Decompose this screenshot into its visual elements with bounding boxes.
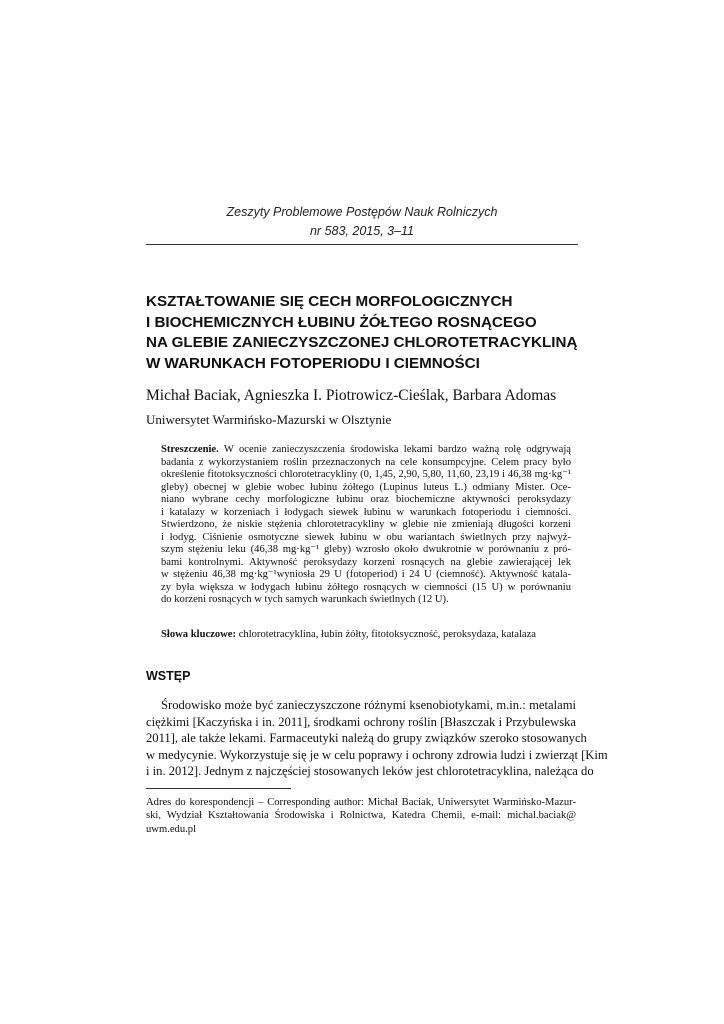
keywords-text: chlorotetracyklina, łubin żółty, fitotoksyczność, peroksydaza, katalaza (236, 629, 536, 640)
body-line: ciężkimi [Kaczyńska i in. 2011], środkami ochrony roślin [Błaszczak i Przybulewska (146, 714, 576, 729)
abstract-line: bami kontrolnymi. Aktywność peroksydazy korzeni rosnących na glebie zawierającej lek (161, 556, 571, 568)
title-line: KSZTAŁTOWANIE SIĘ CECH MORFOLOGICZNYCH (146, 293, 513, 310)
abstract-line: Stwierdzono, że niskie stężenia chlorotetracykliny w glebie nie zmieniają długości korzeni (161, 519, 571, 530)
title-line: W WARUNKACH FOTOPERIODU I CIEMNOŚCI (146, 354, 480, 372)
body-text (146, 697, 608, 780)
abstract-line: niano wybrane cechy morfologiczne łubinu oraz biochemiczne aktywności peroksydazy (161, 494, 571, 505)
authors: Michał Baciak, Agnieszka I. Piotrowicz-Cieślak, Barbara Adomas (146, 387, 557, 404)
abstract-line: i katalazy w korzeniach i łodygach siewek łubinu w warunkach fotoperiodu i ciemności. (161, 506, 571, 518)
journal-name: Zeszyty Problemowe Postępów Nauk Rolniczych (226, 205, 498, 219)
footnote-divider (146, 788, 291, 789)
header-divider (146, 244, 578, 245)
body-line: Środowisko może być zanieczyszczone różnymi ksenobiotykami, m.in.: metalami (161, 698, 576, 712)
article-title (146, 292, 586, 374)
footnote-line: uwm.edu.pl (146, 823, 197, 835)
journal-issue: nr 583, 2015, 3–11 (309, 224, 415, 238)
abstract-text: W ocenie zanieczyszczenia środowiska lekami bardzo ważną rolę odgrywają (218, 444, 571, 455)
title-line: NA GLEBIE ZANIECZYSZCZONEJ CHLOROTETRACYKLINĄ (146, 334, 578, 351)
title-line: I BIOCHEMICZNYCH ŁUBINU ŻÓŁTEGO ROSNĄCEGO (146, 313, 537, 331)
keywords (161, 629, 571, 642)
abstract-line: i łodyg. Ciśnienie osmotyczne siewek łubinu w obu wariantach świetlnych przy najwyż- (161, 531, 571, 543)
abstract-line: zy była większa w łodygach łubinu żółtego rosnących w ciemności (15 U) w porównaniu (161, 581, 571, 593)
abstract-line: gleby) obecnej w glebie wobec łubinu żółtego (Lupinus luteus L.) odmiany Mister. Oce- (161, 481, 571, 493)
abstract (161, 444, 571, 607)
abstract-line: do korzeni rosnących w tych samych warunkach świetlnych (12 U). (161, 594, 449, 605)
affiliation: Uniwersytet Warmińsko-Mazurski w Olsztynie (146, 412, 392, 427)
body-line: 2011], ale także lekami. Farmaceutyki należą do grupy związków szeroko stosowanych (146, 731, 587, 746)
abstract-line: w stężeniu 46,38 mg·kg⁻¹wyniosła 29 U (fotoperiod) i 24 U (ciemność). Aktywność katala- (161, 569, 571, 580)
body-line: i in. 2012]. Jednym z najczęściej stosowanych leków jest chlorotetracyklina, należąca do (146, 764, 594, 779)
keywords-label: Słowa kluczowe: (161, 629, 237, 640)
body-line: w medycynie. Wykorzystuje się je w celu poprawy i ochrony zdrowia ludzi i zwierząt [Kim (146, 747, 608, 762)
abstract-line: szym stężeniu leku (46,38 mg·kg⁻¹ gleby) wzrosło około dwukrotnie w porównaniu z pró- (161, 544, 571, 555)
section-heading: WSTĘP (146, 669, 191, 683)
abstract-line: określenie fitotoksyczności chlorotetracykliny (0, 1,45, 2,90, 5,80, 11,60, 23,19 i 46,38 mg·kg⁻¹ (161, 469, 571, 480)
abstract-label: Streszczenie. (161, 444, 219, 455)
footnote-line: ski, Wydział Kształtowania Środowiska i Rolnictwa, Katedra Chemii, e-mail: michal.baciak@ (146, 810, 576, 822)
footnote-line: Adres do korespondencji – Corresponding author: Michał Baciak, Uniwersytet Warmińsko-Mazur- (146, 797, 576, 808)
footnote (146, 796, 576, 836)
abstract-line (161, 444, 571, 457)
abstract-line: badania z wykorzystaniem roślin przeznaczonych na cele konsumpcyjne. Celem pracy było (161, 456, 571, 468)
